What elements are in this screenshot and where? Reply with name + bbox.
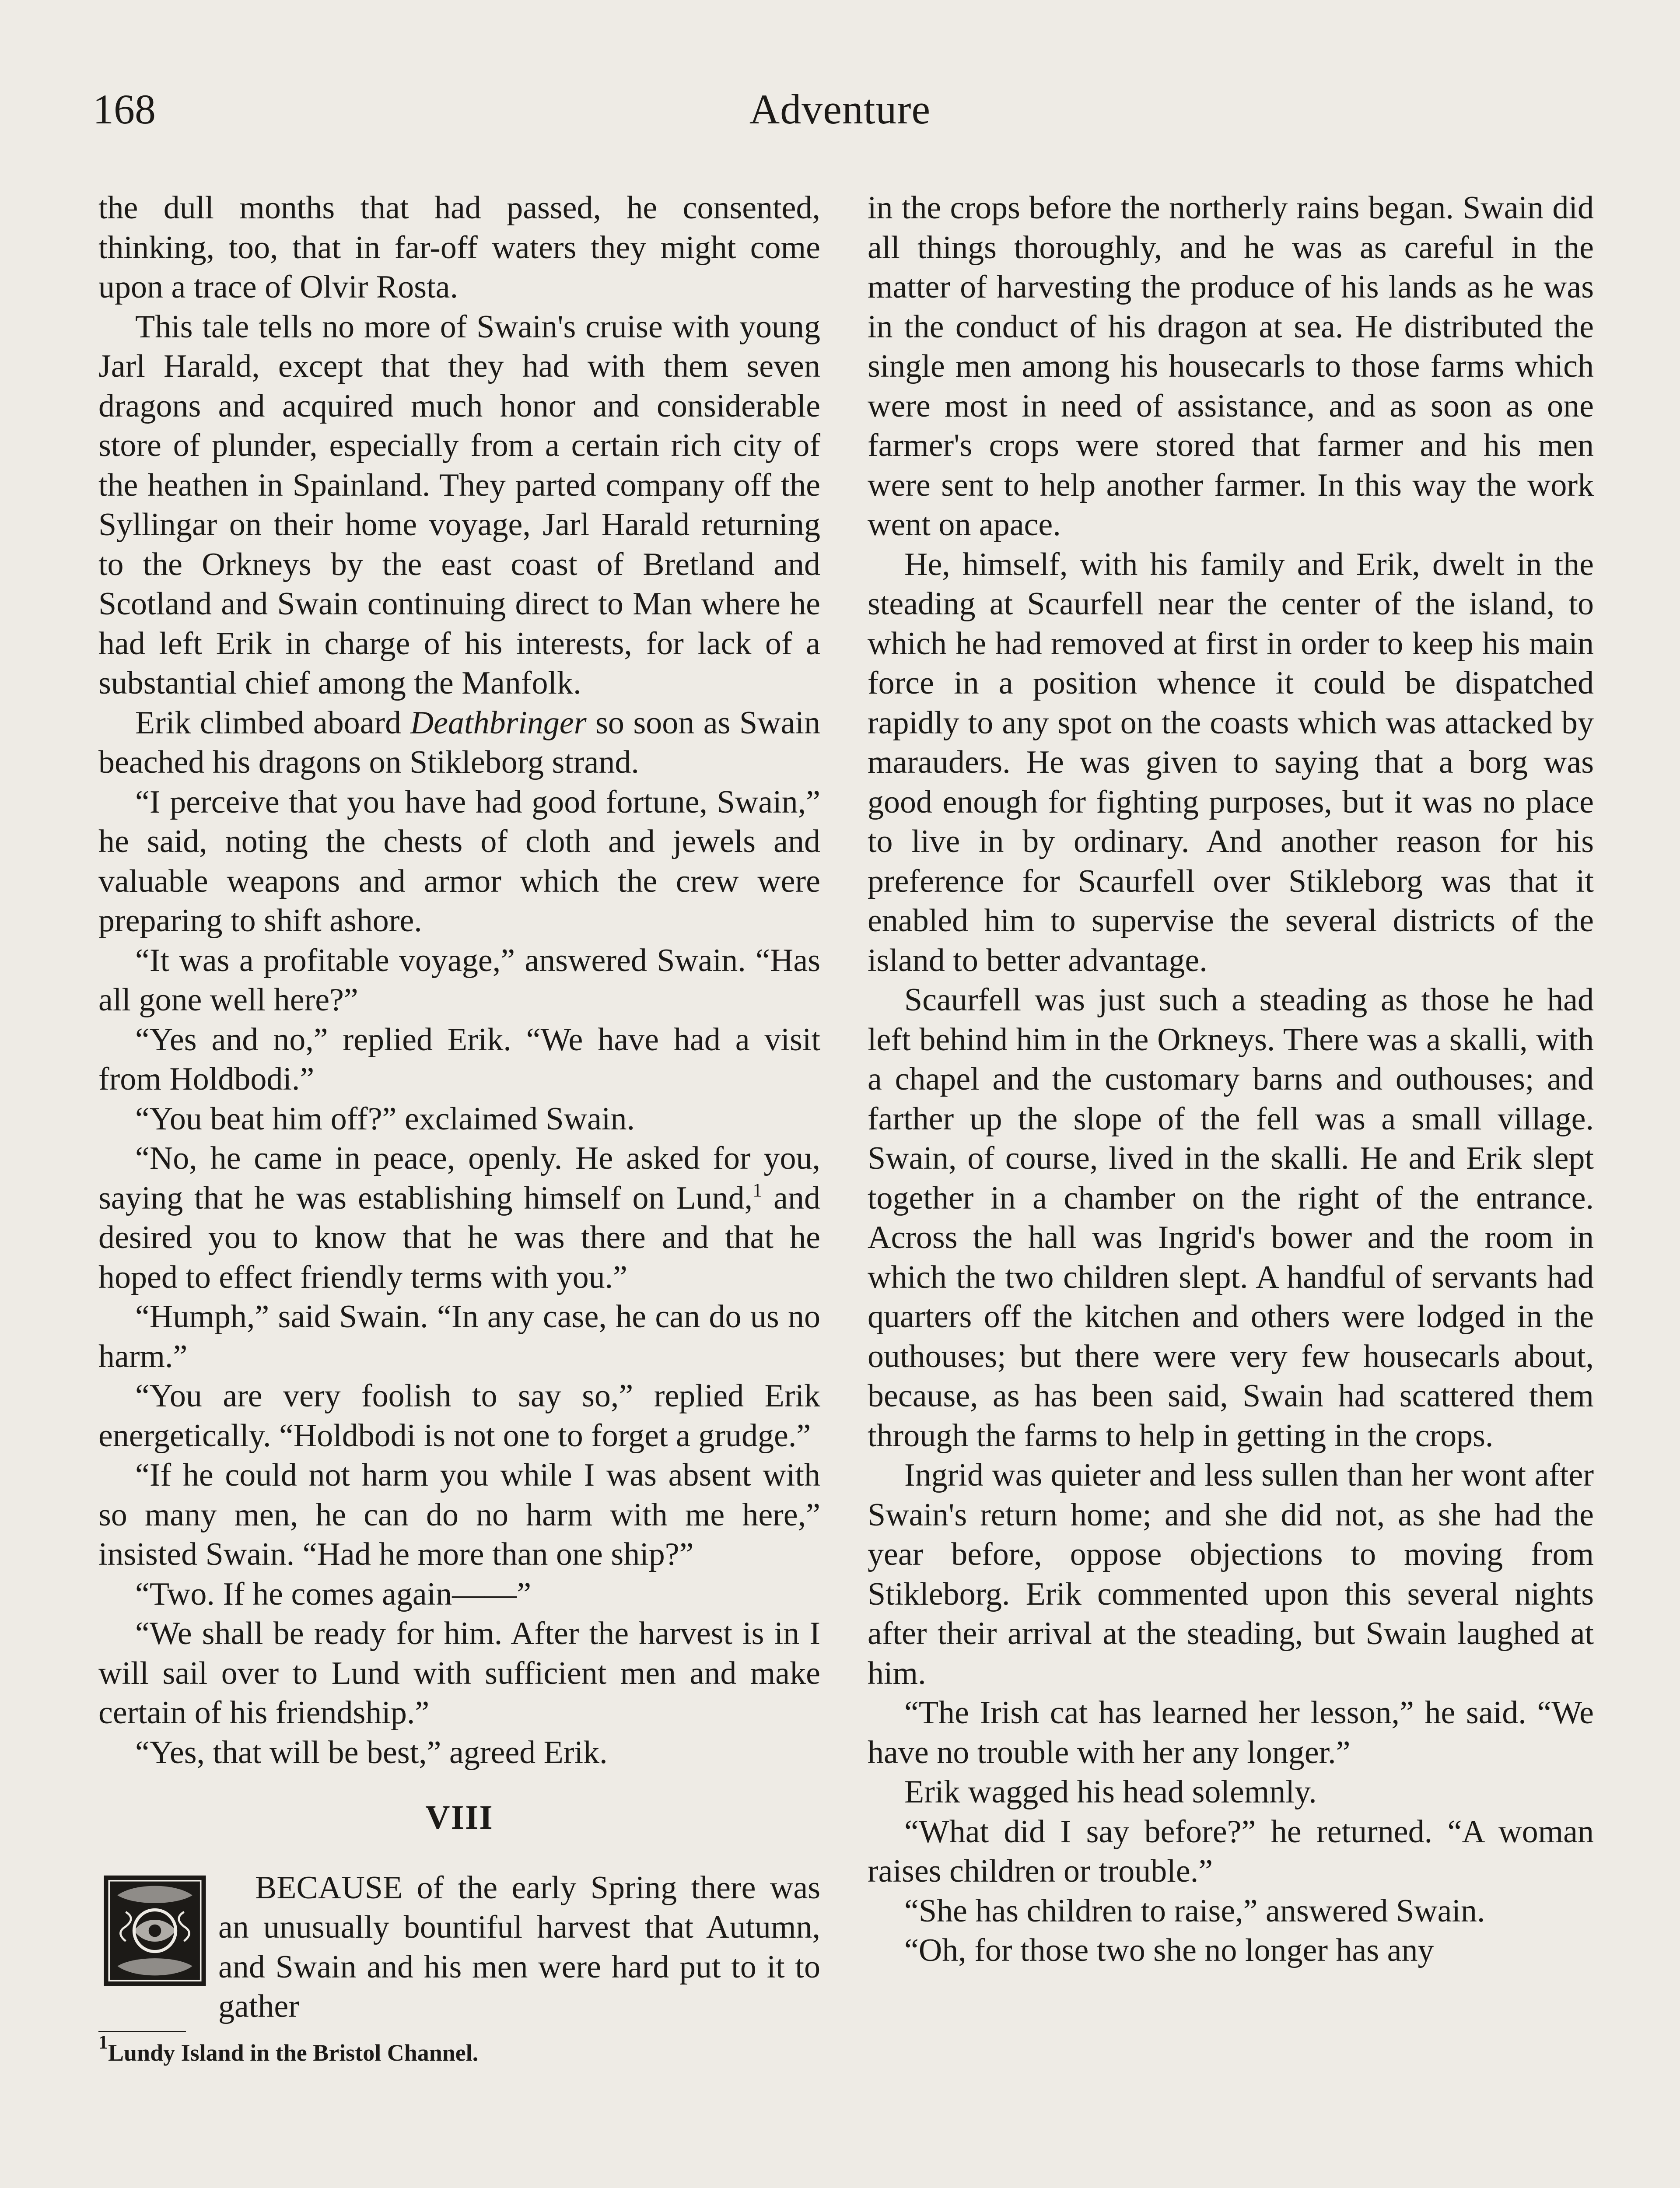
paragraph: “The Irish cat has learned her lesson,” he said. “We have no trouble with her any longer.” (868, 1695, 1594, 1771)
footnote-reference: 1 (752, 1179, 763, 1201)
paragraph: This tale tells no more of Swain's cruise with young Jarl Harald, except that they had with them seven dragons and acquired much honor and considerable store of plunder, especially from a certain rich city of the heathen in Spainland. They parted company off the Syllingar on their home voyage, Jarl Harald returning to the Orkneys by the east coast of Bretland and Scotland and Swain continuing direct to Man where he had left Erik in charge of his interests, for lack of a substantial chief among the Manfolk. (98, 309, 820, 701)
paragraph: “Humph,” said Swain. “In any case, he can do us no harm.” (98, 1299, 820, 1375)
footnote-divider (98, 2031, 186, 2032)
footnote-text: Lundy Island in the Bristol Channel. (108, 2039, 479, 2066)
paragraph: “Oh, for those two she no longer has any (904, 1932, 1434, 1968)
paragraph: in the crops before the northerly rains began. Swain did all things thoroughly, and he was as careful in the matter of harvesting the produce of his lands as he was in the conduct of his dragon at sea. He distributed the single men among his housecarls to those farms which were most in need of assistance, and as soon as one farmer's crops were stored that farmer and his men were sent to help another farmer. In this way the work went on apace. (868, 190, 1594, 543)
text-span: “No, he came in peace, openly. He asked for you, saying that he was establishing himself on Lund, (98, 1140, 820, 1216)
paragraph: “Yes, that will be best,” agreed Erik. (135, 1734, 608, 1771)
paragraph: “Two. If he comes again——” (135, 1576, 532, 1612)
paragraph (98, 1139, 820, 1297)
paragraph: Ingrid was quieter and less sullen than her wont after Swain's return home; and she did not, as she had the year before, oppose objections to moving from Stikleborg. Erik commented upon this several nights after their arrival at the steading, but Swain laughed at him. (868, 1457, 1594, 1691)
paragraph: “She has children to raise,” answered Swain. (904, 1893, 1485, 1929)
ship-name: Deathbringer (410, 705, 587, 741)
paragraph: “Yes and no,” replied Erik. “We have had a visit from Holdbodi.” (98, 1021, 820, 1097)
ornamental-initial-icon (103, 1874, 207, 1987)
paragraph: Erik wagged his head solemnly. (904, 1774, 1317, 1810)
section-heading: VIII (425, 1798, 494, 1836)
dropcap-lead-word: BECAUSE (255, 1869, 403, 1906)
page-number: 168 (93, 86, 156, 133)
paragraph: “You beat him off?” exclaimed Swain. (135, 1101, 635, 1137)
paragraph: “What did I say before?” he returned. “A woman raises children or trouble.” (868, 1813, 1594, 1889)
text-span: Erik climbed aboard (135, 705, 410, 741)
paragraph: the dull months that had passed, he consented, thinking, too, that in far-off waters they might come upon a trace of Olvir Rosta. (98, 190, 820, 305)
paragraph: “It was a profitable voyage,” answered Swain. “Has all gone well here?” (98, 942, 820, 1018)
paragraph (98, 703, 820, 782)
paragraph: “You are very foolish to say so,” replied Erik energetically. “Holdbodi is not one to forget a grudge.” (98, 1378, 820, 1454)
running-title: Adventure (749, 86, 931, 133)
paragraph: “If he could not harm you while I was absent with so many men, he can do no harm with me here,” insisted Swain. “Had he more than one ship?” (98, 1457, 820, 1572)
paragraph: “I perceive that you have had good fortune, Swain,” he said, noting the chests of cloth and jewels and valuable weapons and armor which the crew were preparing to shift ashore. (98, 784, 820, 939)
paragraph (98, 1868, 820, 2027)
paragraph: “We shall be ready for him. After the harvest is in I will sail over to Lund with sufficient men and make certain of his friendship.” (98, 1616, 820, 1731)
footnote-mark: 1 (98, 2031, 108, 2053)
footnote (98, 2031, 820, 2067)
text-span: and desired you to know that he was there and that he hoped to effect friendly terms with you.” (98, 1180, 820, 1295)
paragraph: Scaurfell was just such a steading as those he had left behind him in the Orkneys. There was a skalli, with a chapel and the customary barns and outhouses; and farther up the slope of the fell was a small village. Swain, of course, lived in the skalli. He and Erik slept together in a chamber on the right of the entrance. Across the hall was Ingrid's bower and the room in which the two children slept. A handful of servants had quarters off the kitchen and others were lodged in the outhouses; but there were very few housecarls about, because, as has been said, Swain had scattered them through the farms to help in getting in the crops. (868, 982, 1594, 1454)
paragraph: He, himself, with his family and Erik, dwelt in the steading at Scaurfell near the center of the island, to which he had removed at first in order to keep his main force in a position whence it could be dispatched rapidly to any spot on the coasts which was attacked by marauders. He was given to saying that a borg was good enough for fighting purposes, but it was no place to live in by ordinary. And another reason for his preference for Scaurfell over Stikleborg was that it enabled him to supervise the several districts of the island to better advantage. (868, 546, 1594, 978)
text-span: of the early Spring there was an unusually bountiful harvest that Autumn, and Swain and his men were hard put to it to gather (218, 1869, 820, 2024)
left-column (98, 188, 820, 2067)
text-span: so soon as Swain beached his dragons on Stikleborg strand. (98, 705, 820, 780)
right-column (868, 188, 1594, 1971)
